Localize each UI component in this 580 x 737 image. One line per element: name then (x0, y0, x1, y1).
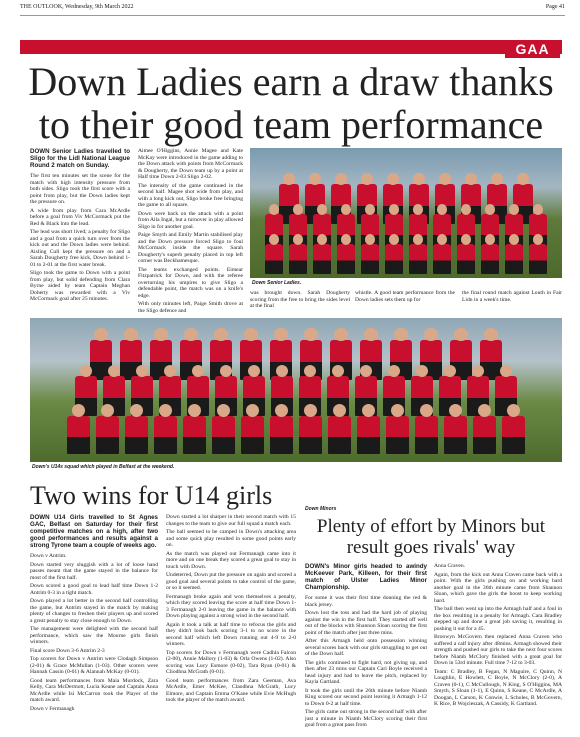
paragraph: Sligo took the game to Down with a point from play, but solid defending from Clara Byrne aided by team Captain Meghan Doherty was rewarded with a Viv McCormack goal after 25 minutes. (30, 270, 130, 302)
section-label: GAA (505, 40, 560, 58)
paragraph: The girls continued to fight hard, not giving up, and then after 23 mins our Captain Cari Boyle received a head injury and had to leave the pitch, replaced by Kayla Gartland. (305, 659, 427, 685)
team-player-head (413, 173, 425, 185)
team-player-head (517, 173, 529, 185)
team-player-figure (212, 416, 234, 454)
paragraph: The ball seemed to be camped in Down's attacking area and some quick play resulted in some good points early on. (166, 529, 296, 548)
team-player-head (361, 173, 373, 185)
team-player-head (124, 328, 138, 342)
paragraph: Bronwyn McGovern then replaced Anna Craven who suffered a calf injury after 48mins. Armagh showed their strength and pushed our girls to take the next four scores before Niamh McClory finished with a great goal for Down in 53rd minute. Full time 7-12 to 3-03. (434, 634, 562, 666)
team-player-figure (270, 416, 292, 454)
page-number: Page 41 (545, 4, 565, 10)
page-header (20, 4, 565, 16)
team-player-figure (154, 416, 176, 454)
paragraph: Again it took a talk at half time to refocus the girls and they didn't look back scoring 3-1 to no score in the second half which left Down running out 4-9 to 2-0 winners. (166, 621, 296, 647)
photo-senior-ladies (250, 148, 562, 278)
team-player-head (184, 328, 198, 342)
paragraph: For some it was their first time donning the red & black jersey. (305, 595, 427, 608)
story3-col1 (305, 563, 427, 737)
team-player-figure (385, 244, 403, 274)
story3-col2 (434, 563, 562, 737)
team-player-figure (265, 244, 283, 274)
paragraph: Down started very sluggish with a lot of loose hand passes meant that the game stayed in the balance for most of the first half. (30, 561, 158, 581)
caption-u14-squad: Down's U14s squad which played in Belfast at the weekend. (32, 464, 175, 470)
story2-col2 (166, 514, 296, 737)
paragraph: A wide from play from Cara McArdle before a goal from Viv McCormack put the Red & Black into the lead. (30, 207, 130, 227)
paragraph: Undeterred, Down put the pressure on again and scored a good goal and several points to take control of the game, or so it seemed. (166, 572, 296, 591)
paragraph: Aimee O'Higgins, Annie Magee and Kate McKay were introduced in the game adding to the Down attack with points from McCormack & Dougherty, the Down team up by a point at Half time Down 2-03 Sligo 2-02. (138, 148, 243, 180)
paragraph: As the match was played out Fermanagh came into it more and on one break they scored a great goal to stay in touch with Down. (166, 550, 296, 570)
team-player-figure (505, 244, 523, 274)
story1-col3: was brought down. Sarah Dougherty scoring from the free to bring the sides level at the final (250, 290, 350, 309)
paragraph: Down scored a good goal to lead half time Down 1-2 Antrim 0-3 in a tight match. (30, 583, 158, 596)
team-player-figure (328, 416, 350, 454)
paragraph: Team: C Bradley, B Fegan, N Maguire, C Quinn, N Loughlin, E Howlett, C Boyle, N McClory (2-0), A Craven (0-1), C McCullough, N King, S O'Higgins, MA Smyth, S Sloan (1-1), E Quinn, S Keane, C McArdle, A Doogan, L Carson, K Conwie, L Scholes, B McGovern, K Rice, B Wojcieszak, A Cassidy, K Gartland. (434, 668, 562, 707)
minors-headline: Plenty of effort by Minors but result goes rivals' way (316, 516, 546, 558)
team-player-head (454, 328, 468, 342)
paragraph: Paige Smyth and Emily Martin stabilised play and the Down pressure forced Sligo to foul McCormack inside the square. Sarah Dougherty's superb penalty placed in top left corner was Beckhamesque. (138, 232, 243, 264)
paragraph: Down were back on the attack with a point from Aila Ingal, but a turnover in play allowed Sligo in for another goal. (138, 210, 243, 230)
team-player-figure (386, 416, 408, 454)
team-player-head (387, 173, 399, 185)
story1-lead: DOWN Senior Ladies travelled to Sligo for the Lidl National League Round 2 match on Sunday. (30, 148, 130, 169)
team-player-head (364, 328, 378, 342)
team-player-head (274, 328, 288, 342)
paragraph: The girls came out strong in the second half with after just a minute in Niamh McClory scoring their first goal from a great pass from (305, 709, 427, 728)
team-player-figure (444, 416, 466, 454)
main-headline: Down Ladies earn a draw thanks to their good team performance (28, 59, 554, 147)
paragraph: Good team performances from Maia Murdock, Zara Kelly, Cara McDermott, Lucia Keane and Captain Anna McArdle while Isi McCarron took the Player of the match award. (30, 677, 158, 703)
team-player-figure (357, 416, 379, 454)
paragraph: Down played a lot better in the second half controlling the game, but Antrim stayed in the match by making plenty of changes to freshen their players up and scored a great penalty to stay close enough to Down. (30, 598, 158, 624)
team-player-head (335, 173, 347, 185)
team-player-head (484, 328, 498, 342)
story1-col2 (138, 148, 243, 323)
team-player-head (491, 173, 503, 185)
paragraph: Top scorers for Down v Fermanagh were Cadhla Falcon (2-00), Annie Mallory (1-03) & Orla Owens (1-02). Also scoring was Lucy Esmore (0-02), Tara Ryan (0-01) & Cliodhna McGrath (0-01). (166, 649, 296, 675)
photo-u14-squad (30, 318, 562, 462)
team-player-figure (502, 416, 524, 454)
paragraph: The first ten minutes set the scene for the match with high intensity pressure from both sides. Sligo took the first score with a point from play, but the Down ladies kept the pressure on. (30, 173, 130, 205)
team-player-figure (183, 416, 205, 454)
section-bar (20, 40, 562, 54)
paragraph: Anna Craven. (434, 563, 466, 569)
team-player-figure (415, 416, 437, 454)
team-player-figure (241, 416, 263, 454)
paragraph: Down v Fermanagh (30, 705, 75, 712)
team-player-head (334, 328, 348, 342)
paragraph: Final score Down 3-6 Antrim 2-3 (30, 647, 105, 654)
story2-lead: DOWN U14 Girls travelled to St Agnes GAC, Belfast on Saturday for their first competitive matches on a high, after two good performances and results against a strong Tyrone team a couple of weeks ago. (30, 514, 158, 549)
story1-col1 (30, 148, 130, 323)
paragraph: The intensity of the game continued in the second half. Magee shot wide from play, and with a long kick out, Sligo broke free bringing the game to all square. (138, 182, 243, 208)
paragraph: Top scorers for Down v Antrim were Clodagh Simpson (2-01) & Grace McMullan (1-03). Other scorers were Hannah Cassin (0-01) & Alannah McKay (0-01). (30, 656, 158, 675)
team-player-head (424, 328, 438, 342)
paragraph: The teams exchanged points. Eimear Fitzpatrick for Down, and with the referee overturning his umpires to give Sligo a defendable point, the match was on a knife's edge. (138, 266, 243, 299)
paragraph: Down started a lot sharper in their second match with 15 changes to the team to give our full squad a match each. (166, 514, 296, 527)
team-player-figure (481, 244, 499, 274)
team-player-figure (361, 244, 379, 274)
u14-headline: Two wins for U14 girls (30, 481, 273, 510)
team-player-figure (473, 416, 495, 454)
team-player-figure (337, 244, 355, 274)
team-player-figure (313, 244, 331, 274)
caption-senior-ladies: Down Senior Ladies. (252, 280, 302, 286)
team-player-head (439, 173, 451, 185)
caption-minors: Down Minors (305, 506, 337, 512)
paragraph: Again, from the kick out Anna Craven came back with a point. With the girls pushing on and working hard another goal in the 36th minute came from Shannon Sloan, which gave the girls the boost to keep working hard. (434, 571, 562, 604)
team-player-figure (96, 416, 118, 454)
paragraph: Fermanagh broke again and won themselves a penalty, which they scored leaving the score at half time Down 1-3 Fermanagh 2-0 leaving the game in the balance with Down playing against a strong wind in the second half. (166, 593, 296, 619)
team-player-head (309, 173, 321, 185)
team-player-figure (125, 416, 147, 454)
page-header-left: THE OUTLOOK, Wednesday, 9th March 2022 (20, 4, 134, 10)
team-player-head (394, 328, 408, 342)
team-player-head (154, 328, 168, 342)
paragraph: With only minutes left, Paige Smith drove at the Sligo defence and (138, 301, 243, 314)
team-player-figure (289, 244, 307, 274)
team-player-head (304, 328, 318, 342)
team-player-head (214, 328, 228, 342)
paragraph: After this Armagh held onto possession winning several scores back with our girls struggling to get out of the Down half. (305, 638, 427, 657)
team-player-figure (457, 244, 475, 274)
paragraph: The ball then went up into the Armagh half and a foul in the box resulting in a penalty for Armagh. Cara Bradley stepped up and done a great job saving it, resulting in pushing it out for a 45. (434, 606, 562, 632)
paragraph: The lead was short lived; a penalty for Sligo and a goal from a quick turn over from the kick out and the Down ladies were behind. Aisling Cull kept the pressure on and a Sarah Dougherty free kick, Down behind 1-01 to 2-01 at the first water break. (30, 229, 130, 268)
team-player-figure (529, 244, 547, 274)
story2-col1 (30, 514, 158, 737)
paragraph: The management were delighted with the second half performance, which saw the Mourne girls finish winners. (30, 626, 158, 645)
team-player-figure (433, 244, 451, 274)
story3-lead: DOWN's Minor girls headed to awindy McKeever Park, Killeen, for their first match of Ulster Ladies Minor Championship. (305, 563, 427, 591)
team-player-figure (299, 416, 321, 454)
team-player-head (94, 328, 108, 342)
team-player-head (465, 173, 477, 185)
paragraph: It took the girls until the 26th minute before Niamh King scored our second point leaving it Armagh 1-12 to Down 0-2 at half time. (305, 687, 427, 707)
paragraph: Good team performances from Zara Geeman, Ava McArdle, Emer McKee, Claodhna McGrath, Lucy Elmore, and Captain Emma O'Kane while Evie McHugh took the player of the match award. (166, 677, 296, 703)
story1-col5: the final round match against Louth in Fair Lidn in a week's time. (462, 290, 562, 303)
team-player-figure (67, 416, 89, 454)
paragraph: Down lost the toss and had the hard job of playing against the win in the first half. They started off well out of the blocks with Shannon Sloan scoring the first point of the match after just three mins. (305, 610, 427, 636)
story1-col4: whistle. A good team performance from the Down ladies sets them up for (355, 290, 455, 303)
paragraph: Down v Antrim. (30, 553, 67, 559)
team-player-figure (409, 244, 427, 274)
team-player-head (244, 328, 258, 342)
team-player-head (283, 173, 295, 185)
